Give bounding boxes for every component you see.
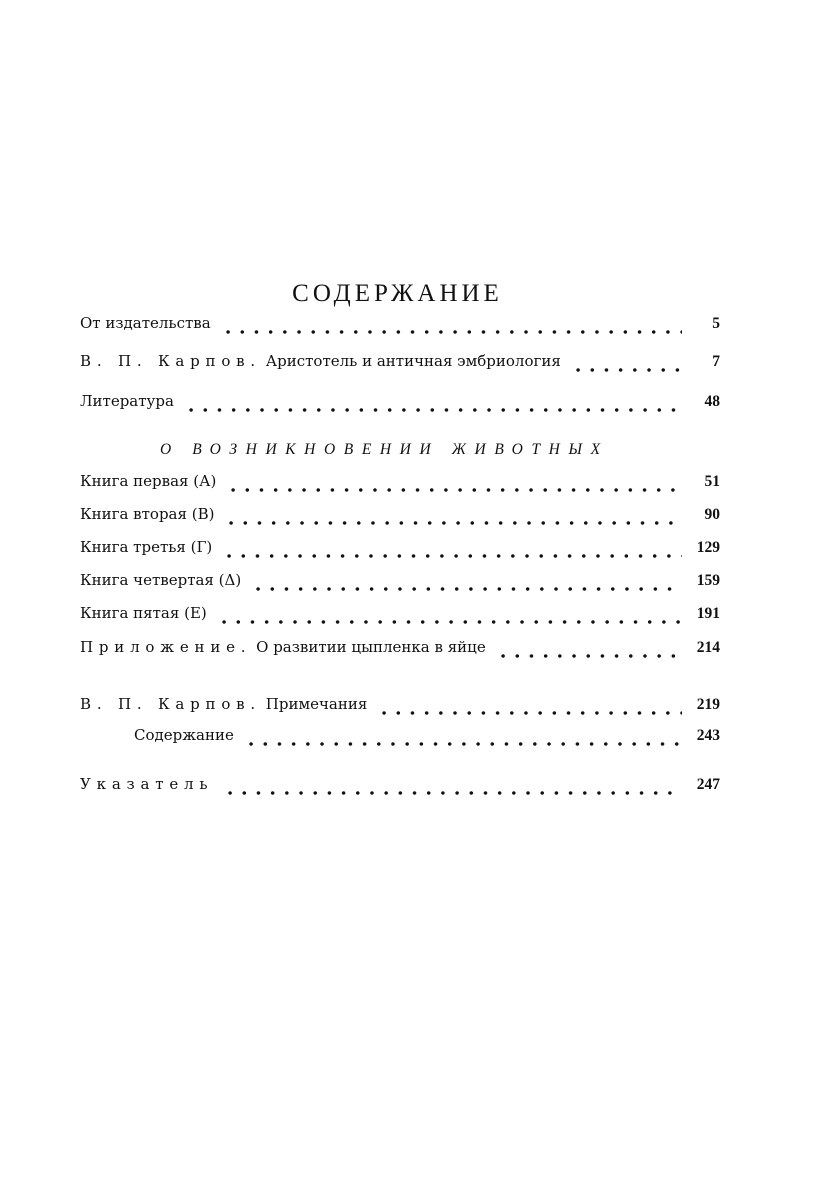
dot-leader bbox=[223, 791, 682, 795]
toc-entry-title: Указатель bbox=[80, 775, 214, 793]
toc-entry-label bbox=[80, 638, 490, 656]
toc-page-number: 219 bbox=[696, 696, 720, 713]
toc-entry-title: О развитии цыпленка в яйце bbox=[256, 638, 486, 656]
toc-entry-label: Книга первая (А) bbox=[80, 472, 217, 490]
toc-entry-label: Литература bbox=[80, 392, 174, 410]
toc-entry-literature[interactable] bbox=[80, 392, 720, 418]
toc-entry-label: Книга четвертая (Δ) bbox=[80, 571, 242, 589]
dot-leader bbox=[244, 742, 682, 746]
toc-entry-book-4[interactable] bbox=[80, 571, 720, 597]
dot-leader bbox=[377, 711, 682, 715]
toc-page-number: 191 bbox=[696, 605, 720, 622]
dot-leader bbox=[226, 488, 682, 492]
toc-entry-author: В. П. Карпов. bbox=[80, 695, 261, 713]
toc-entry-author: В. П. Карпов. bbox=[80, 352, 261, 370]
toc-page-number: 51 bbox=[704, 473, 720, 490]
dot-leader bbox=[251, 587, 682, 591]
toc-page-number: 214 bbox=[696, 639, 720, 656]
toc-entry-book-3[interactable] bbox=[80, 538, 720, 564]
dot-leader bbox=[221, 330, 682, 334]
toc-page-number: 5 bbox=[712, 315, 720, 332]
toc-entry-label: Книга пятая (Е) bbox=[80, 604, 207, 622]
toc-entry-index[interactable] bbox=[80, 775, 720, 801]
dot-leader bbox=[571, 368, 682, 372]
toc-entry-publisher[interactable] bbox=[80, 314, 720, 340]
toc-entry-label bbox=[80, 775, 217, 793]
toc-page-number: 90 bbox=[704, 506, 720, 523]
toc-entry-karpov-essay[interactable] bbox=[80, 352, 720, 378]
dot-leader bbox=[224, 521, 682, 525]
toc-entry-contents[interactable] bbox=[134, 726, 720, 752]
toc-entry-appendix[interactable] bbox=[80, 638, 720, 664]
toc-entry-label: От издательства bbox=[80, 314, 211, 332]
toc-page-number: 48 bbox=[704, 393, 720, 410]
toc-entry-label: Книга третья (Г) bbox=[80, 538, 213, 556]
dot-leader bbox=[222, 554, 682, 558]
dot-leader bbox=[496, 654, 682, 658]
page-title: СОДЕРЖАНИЕ bbox=[292, 280, 503, 307]
toc-entry-book-1[interactable] bbox=[80, 472, 720, 498]
toc-page-number: 243 bbox=[696, 727, 720, 744]
toc-entry-title: Аристотель и античная эмбриология bbox=[265, 352, 561, 370]
toc-page-number: 159 bbox=[696, 572, 720, 589]
toc-entry-notes[interactable] bbox=[80, 695, 720, 721]
toc-entry-label: Книга вторая (В) bbox=[80, 505, 215, 523]
toc-entry-label: Содержание bbox=[134, 726, 234, 744]
section-title: О ВОЗНИКНОВЕНИИ ЖИВОТНЫХ bbox=[160, 441, 609, 458]
toc-entry-book-5[interactable] bbox=[80, 604, 720, 630]
dot-leader bbox=[184, 408, 682, 412]
toc-entry-label bbox=[80, 352, 565, 370]
toc-entry-prefix: Приложение. bbox=[80, 638, 252, 656]
toc-entry-label bbox=[80, 695, 371, 713]
toc-page-number: 129 bbox=[696, 539, 720, 556]
toc-entry-book-2[interactable] bbox=[80, 505, 720, 531]
toc-entry-title: Примечания bbox=[265, 695, 368, 713]
dot-leader bbox=[217, 620, 682, 624]
toc-page-number: 247 bbox=[696, 776, 720, 793]
toc-page-number: 7 bbox=[712, 353, 720, 370]
